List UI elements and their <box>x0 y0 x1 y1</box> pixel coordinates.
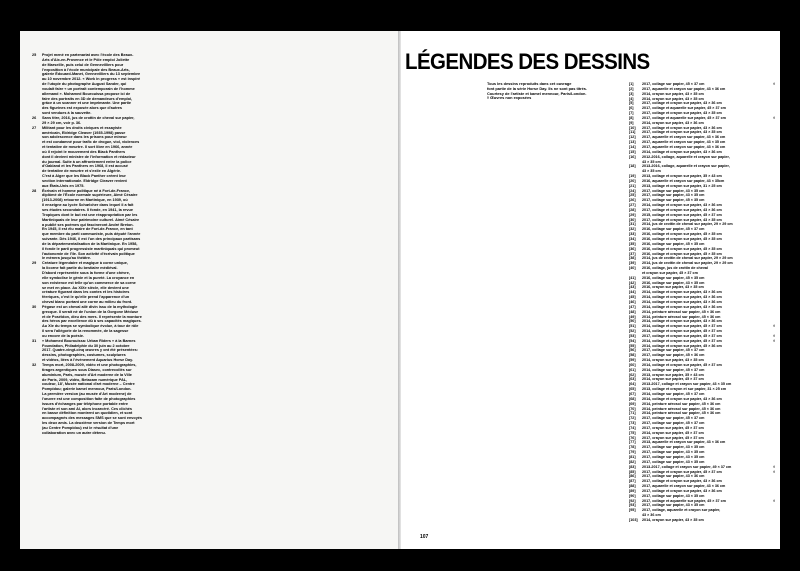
caption-number: [18] <box>629 164 636 169</box>
caption-number: [54] <box>629 338 636 343</box>
caption-number: [63] <box>629 377 636 382</box>
endnote <box>32 53 252 116</box>
caption-text: 2014, collage et crayon sur papier, 45 × 37 cm <box>642 324 722 329</box>
caption-number: [77] <box>629 440 636 445</box>
caption-text: 2014, peinture aérosol sur papier, 45 × 36 cm <box>642 401 721 406</box>
caption-text: 2014, peinture aérosol sur papier, 45 × 36 cm <box>642 411 721 416</box>
caption-text: 2013, aquarelle et crayon sur papier, 43 × 36 cm <box>642 440 726 445</box>
caption-text: 2014, crayon sur papier, 43 × 36 cm <box>642 120 704 125</box>
caption-text: 2017, collage sur papier, 45 × 37 cm <box>642 421 705 426</box>
caption-text: 2017, collage, aquarelle et crayon sur papier, 43 × 36 cm <box>642 508 721 518</box>
endnote-number: 25 <box>32 53 37 57</box>
caption-number: [10] <box>629 125 636 130</box>
caption-number: [41] <box>629 275 636 280</box>
caption-text: 2013, collage et crayon et sur papier, 31 × 25 cm <box>642 387 727 392</box>
caption-text: 2017, aquarelle et crayon sur papier, 43 × 36 cm <box>642 135 726 140</box>
caption-number: [39] <box>629 261 636 266</box>
caption-text: 2016, collage sur papier, 45 × 35 cm <box>642 275 705 280</box>
caption-text: 2017, collage sur papier, 43 × 35 cm <box>642 450 705 455</box>
caption-text: 2013-2017, collage et crayon sur papier, 49 × 37 cm <box>642 464 732 469</box>
endnote-text: Temps mort, 2008-2009, vidéo et une photographies, tirages argentiques sous Diasec, contrecollés sur aluminium, Paris, musée d'Art moderne de la Ville de Paris, 2009, vidéo, Betacam numérique PAL, couleur, 18', Musée national d'art moderne – Centre Pompidou; galerie kamel mennour, Paris/London. La première version (au musée d'Art moderne) de l'œuvre est une composition faite de photographies issues d'échanges par téléphone portable entre l'artiste et son ami Al, alors incarcéré. Ces clichés en basse définition montrent un quotidien, et sont accompagnés des messages SMS que se sont envoyés les deux amis. La deuxième version de Temps mort (au Centre Pompidou) est le résultat d'une collaboration avec un autre détenu. <box>42 363 143 435</box>
caption-text: 2013, collage et crayon sur papier, 31 × 25 cm <box>642 183 722 188</box>
caption-text: 2014, crayon sur papier, 45 × 37 cm <box>642 430 704 435</box>
caption-text: 2014, collage et crayon sur papier, 43 × 36 cm <box>642 295 722 300</box>
caption-text: 2014, collage et crayon sur papier, 43 × 36 cm <box>642 319 722 324</box>
endnote <box>32 116 252 126</box>
caption-number: [71] <box>629 411 636 416</box>
caption-number: [72] <box>629 416 636 421</box>
caption-text: 2014, collage sur papier, 45 × 37 cm <box>642 367 705 372</box>
endnote-number: 30 <box>32 304 37 309</box>
caption-item <box>629 508 775 518</box>
caption-number: [60] <box>629 362 636 367</box>
endnote <box>32 261 252 305</box>
caption-number: [49] <box>629 314 636 319</box>
endnote <box>32 305 252 339</box>
caption-number: [61] <box>629 367 636 372</box>
caption-number: [103] <box>629 517 638 522</box>
caption-text: 2013, collage et crayon sur papier, 35 × 43 cm <box>642 174 722 179</box>
caption-number: [11] <box>629 130 636 135</box>
caption-text: 2015, collage et crayon sur papier, 45 × 37 cm <box>642 212 722 217</box>
caption-text: 2017, aquarelle et crayon sur papier, 43 × 36 cm <box>642 484 726 489</box>
caption-number: [48] <box>629 309 636 314</box>
caption-text: 2014, jus de crottin de cheval sur papier, 29 × 29 cm <box>642 222 733 227</box>
caption-text: 2014, collage sur papier, 45 × 37 cm <box>642 392 705 396</box>
caption-text: 2014, jus de crottin de cheval sur papier, 29 × 29 cm <box>642 261 733 266</box>
caption-text: 2014, crayon sur papier, 43 × 35 cm <box>642 96 704 101</box>
caption-text: 2017, aquarelle et crayon sur papier, 43 × 35 cm <box>642 140 726 145</box>
caption-text: 2017, collage et crayon sur papier, 43 × 35 cm <box>642 130 722 135</box>
caption-number: [87] <box>629 479 636 484</box>
endnote <box>32 126 252 189</box>
caption-number: [28] <box>629 207 636 212</box>
captions-intro: Tous les dessins reproduits dans cet ouvrage font partie de la série Horse Day. Ils ne sont pas titrés. Courtesy de l'artiste et kamel mennour, Paris/London. ◊ Œuvres non exposées <box>487 81 588 101</box>
caption-number: [33] <box>629 232 636 237</box>
caption-number: [36] <box>629 246 636 251</box>
caption-item <box>629 164 775 174</box>
caption-text: 2013-2016, collage, aquarelle et crayon sur papier, 43 × 35 cm <box>642 164 730 174</box>
caption-number: [65] <box>629 387 636 392</box>
caption-text: 2017, collage et crayon sur papier, 43 × 36 cm <box>642 479 722 484</box>
caption-text: 2012-2016, collage, aquarelle et crayon sur papier, 43 × 35 cm <box>642 154 730 164</box>
not-exhibited-mark: ◊ <box>773 469 775 474</box>
caption-text: 2017, collage et crayon sur papier, 43 × 36 cm <box>642 207 722 212</box>
caption-text: 2016, collage sur papier, 43 × 35 cm <box>642 280 705 285</box>
caption-text: 2017, crayon sur papier, 45 × 37 cm <box>642 435 704 440</box>
caption-text: 2017, collage sur papier, 43 × 35 cm <box>642 193 705 198</box>
caption-text: 2016, collage et crayon sur papier, 45 × 35 cm <box>642 232 722 237</box>
caption-text: 2017, crayon sur papier, 45 × 37 cm <box>642 425 704 430</box>
caption-number: [58] <box>629 353 636 358</box>
caption-text: 2017, collage sur papier, 45 × 37 cm <box>642 348 705 353</box>
caption-number: [79] <box>629 450 636 455</box>
caption-number: [8] <box>629 115 634 120</box>
caption-text: 2014, collage et crayon sur papier, 43 × 36 cm <box>642 304 722 309</box>
endnote-text: Sans titre, 2016, jus de crottin de cheval sur papier, 29 × 29 cm, voir p. 36. <box>42 115 135 125</box>
caption-text: 2017, collage sur papier, 43 × 36 cm <box>642 474 705 479</box>
caption-text: 2017, collage sur papier, 43 × 35 cm <box>642 493 705 498</box>
caption-number: [32] <box>629 227 636 232</box>
caption-text: 2014, collage et crayon sur papier, 43 × 36 cm <box>642 290 722 295</box>
caption-number: [74] <box>629 425 636 430</box>
caption-text: 2014, collage et crayon sur papier, 43 × 36 cm <box>642 299 722 304</box>
caption-text: 2014, collage et crayon sur papier, 45 × 37 cm <box>642 329 722 334</box>
caption-text: 2016, crayon sur papier, 43 × 35 cm <box>642 285 704 290</box>
caption-text: 2017, collage sur papier, 45 × 37 cm <box>642 416 705 421</box>
caption-text: 2017, collage sur papier, 45 × 37 cm <box>642 82 705 86</box>
caption-text: 2017, collage et aquarelle sur papier, 45 × 37 cm <box>642 115 726 120</box>
caption-number: [93] <box>629 503 636 508</box>
caption-number: [45] <box>629 295 636 300</box>
caption-number: [25] <box>629 193 636 198</box>
endnote-number: 31 <box>32 338 37 343</box>
caption-number: [26] <box>629 198 636 203</box>
caption-text: 2017, collage sur papier, 43 × 35 cm <box>642 454 705 459</box>
caption-number: [90] <box>629 493 636 498</box>
caption-text: 2017, aquarelle et crayon sur papier, 43 × 36 cm <box>642 144 726 149</box>
caption-number: [34] <box>629 237 636 241</box>
endnote-text: Projet mené en partenariat avec l'école des Beaux- Arts d'Aix-en-Provence et le Pôle emploi Joliette de Marseille, puis celui de Gennevilliers pour l'exposition à l'école municipale des Beaux-Arts, galerie Édouard-Manet, Gennevilliers du 13 septembre au 10 novembre 2012. « Work in progress » est inspiré de l'utopie du photographe August Sander, qui voulait faire « un portrait contemporain de l'homme allemand ». Mohamed Bourouissa propose ici de faire des portraits en 3D de demandeurs d'emploi, grâce à un scanner et une imprimante. Une partie des figurines est exposée alors que d'autres sont vendues à la sauvette. <box>42 53 141 116</box>
caption-text: 2014, peinture aérosol sur papier, 45 × 36 cm <box>642 314 721 319</box>
endnote-text: Écrivain et homme politique né à Fort-de-France, diplômé de l'École normale supérieure, Aimé Césaire (1913-2008) retourne en Martinique, en 1939, où il enseigne au lycée Schœlcher dans lequel il a fait ses études secondaires. Il fonde, en 1941, la revue Tropiques dont le but est une réappropriation par les Martiniquais de leur patrimoine culturel. Aimé Césaire a publié ses poèmes qui fascineront André Breton. En 1945, il est élu maire de Fort-de-France, en tant que membre du parti communiste, puis député l'année suivante. Dès 1946, il est l'un des principaux partisans de la départementalisation de la Martinique. En 1958, il fonde le parti progressiste martiniquais qui promeut l'autonomie de l'île. Son activité d'écrivain politique le mènera jusqu'au théâtre. <box>42 188 141 261</box>
caption-number: [21] <box>629 183 636 188</box>
caption-number: [40] <box>629 266 636 271</box>
caption-text: 2017, collage sur papier, 43 × 35 cm <box>642 445 705 450</box>
caption-number: [38] <box>629 256 636 261</box>
caption-number: [47] <box>629 304 636 309</box>
endnote-number: 26 <box>32 115 37 120</box>
caption-number: [68] <box>629 396 636 401</box>
endnote-number: 29 <box>32 261 37 266</box>
caption-number: [9] <box>629 120 634 125</box>
caption-number: [27] <box>629 203 636 208</box>
caption-number: [62] <box>629 372 636 377</box>
caption-text: 2017, collage sur papier, 43 × 35 cm <box>642 503 705 508</box>
caption-text: 2014, collage et crayon sur papier, 43 × 36 cm <box>642 203 722 208</box>
caption-text: 2016, collage et crayon sur papier, 45 × 35 cm <box>642 237 722 241</box>
caption-text: 2014, collage et crayon sur papier, 43 × 36 cm <box>642 149 722 154</box>
caption-number: [42] <box>629 280 636 285</box>
caption-number: [29] <box>629 212 636 217</box>
caption-text: 2017, collage sur papier, 45 × 35 cm <box>642 198 705 203</box>
caption-number: [76] <box>629 435 636 440</box>
endnote-text: Pégase est un cheval ailé divin issu de la mythologie grecque. Il serait né de l'union de la Gorgone Méduse et de Poséidon, dieu des mers. Il représente la monture des héros par excellence dû à ses capacités magiques. Au XIe du temps se symbolique évolue, à tour de rôle il sera l'allégorie de la renommée, de la sagesse ou encore de la poésie. <box>42 304 142 338</box>
not-exhibited-mark <box>769 518 775 523</box>
caption-number: [67] <box>629 392 636 396</box>
caption-number: [82] <box>629 459 636 464</box>
caption-item <box>629 518 775 523</box>
caption-number: [88] <box>629 484 636 489</box>
caption-number: [83] <box>629 464 636 469</box>
caption-number: [2] <box>629 86 634 91</box>
caption-number: [55] <box>629 343 636 348</box>
page-number-right: 107 <box>420 534 429 540</box>
caption-text: 2017, aquarelle et crayon sur papier, 43 × 36 cm <box>642 86 726 91</box>
caption-number: [52] <box>629 329 636 334</box>
caption-text: 2014, crayon sur papier, 43 × 35 cm <box>642 358 704 363</box>
caption-text: 2017, collage et crayon sur papier, 43 × 36 cm <box>642 125 722 130</box>
caption-number: [30] <box>629 217 636 222</box>
not-exhibited-mark: ◊ <box>773 82 775 86</box>
endnote-number: 27 <box>32 125 37 130</box>
caption-list <box>629 82 775 523</box>
caption-number: [92] <box>629 498 636 503</box>
caption-text: 2017, collage et crayon sur papier, 45 × 37 cm <box>642 333 722 338</box>
caption-number: [37] <box>629 251 636 256</box>
caption-text: 2014, jus de crottin de cheval sur papier, 29 × 29 cm <box>642 256 733 261</box>
endnote-number: 28 <box>32 188 37 193</box>
caption-number: [78] <box>629 445 636 450</box>
caption-text: 2017, collage et crayon sur papier, 43 × 35 cm <box>642 217 722 222</box>
caption-number: [1] <box>629 82 634 86</box>
caption-number: [24] <box>629 188 636 193</box>
caption-number: [51] <box>629 324 636 329</box>
caption-text: 2016, collage sur papier, 45 × 37 cm <box>642 227 705 232</box>
caption-text: 2016, aquarelle et crayon sur papier, 43 × 35cm <box>642 178 725 183</box>
not-exhibited-mark: ◊ <box>773 333 775 338</box>
caption-number: [3] <box>629 91 634 96</box>
caption-text: 2017, collage et aquarelle sur papier, 45 × 37 cm <box>642 106 726 111</box>
left-page <box>20 31 398 549</box>
caption-number: [6] <box>629 106 634 111</box>
caption-number: [31] <box>629 222 636 227</box>
caption-number: [50] <box>629 319 636 324</box>
not-exhibited-mark: ◊ <box>773 324 775 329</box>
caption-number: [43] <box>629 285 636 290</box>
caption-text: 2017, collage sur papier, 45 × 36 cm <box>642 353 705 358</box>
caption-text: 2017, collage et crayon sur papier, 43 × 36 cm <box>642 488 722 493</box>
caption-text: 2014, crayon sur papier, 43 × 35 cm <box>642 91 704 96</box>
caption-text: 2013, crayon sur papier, 35 × 43 cm <box>642 372 704 377</box>
caption-number: [12] <box>629 135 636 140</box>
caption-number: [69] <box>629 401 636 406</box>
caption-text: 2014, peinture aérosol sur papier, 45 × 36 cm <box>642 309 721 314</box>
not-exhibited-mark <box>769 508 775 518</box>
caption-number: [7] <box>629 111 634 116</box>
caption-text: 2016, collage et crayon sur papier, 45 × 35 cm <box>642 251 722 256</box>
caption-number: [75] <box>629 430 636 435</box>
caption-number: [59] <box>629 358 636 363</box>
caption-text: 2017, collage et crayon sur papier, 43 × 35 cm <box>642 111 722 116</box>
caption-number: [73] <box>629 421 636 426</box>
caption-number: [4] <box>629 96 634 101</box>
caption-item <box>629 266 775 276</box>
caption-number: [15] <box>629 149 636 154</box>
not-exhibited-mark: ◊ <box>773 115 775 120</box>
caption-number: [20] <box>629 178 636 183</box>
endnote-text: Militant pour les droits civiques et essayiste américain, Eldridge Cleaver (1935-1998) passe son adolescence dans les prisons pour mineur et est condamné pour trafic de drogue, viol, violences et tentative de meurtre. Il sort libre en 1966, année où il rejoint le mouvement des Black Panthers dont il devient ministre de l'information et rédacteur du journal. Suite à un affrontement entre la police d'Oakland et les Panthers en 1968, il est accusé de tentative de meurtre et s'exile en Algérie. C'est à Alger que les Black Panther créent leur section internationale. Eldridge Cleaver revient aux États-Unis en 1975. <box>42 125 140 188</box>
caption-number: [86] <box>629 474 636 479</box>
caption-number: [89] <box>629 488 636 493</box>
caption-text: 2017, collage sur papier, 43 × 35 cm <box>642 188 705 193</box>
caption-text: 2014, peinture aérosol sur papier, 45 × 36 cm <box>642 406 721 411</box>
caption-number: [44] <box>629 290 636 295</box>
caption-text: 2017, collage et crayon sur papier, 45 × 37 cm <box>642 469 722 474</box>
caption-text: 2016, collage sur papier, 45 × 35 cm <box>642 241 705 246</box>
caption-text: 2016, collage et crayon sur papier, 45 × 35 cm <box>642 246 722 251</box>
caption-text: 2014, crayon sur papier, 45 × 37 cm <box>642 377 704 382</box>
caption-number: [5] <box>629 101 634 106</box>
caption-text: 2014, crayon sur papier, 43 × 35 cm <box>642 517 704 522</box>
caption-number: [53] <box>629 333 636 338</box>
caption-number: [64] <box>629 382 636 387</box>
caption-number: [56] <box>629 348 636 353</box>
caption-text: 2017, collage et crayon sur papier, 43 × 36 cm <box>642 101 722 106</box>
caption-number: [19] <box>629 174 636 179</box>
caption-text: 2014, collage et crayon sur papier, 45 × 36 cm <box>642 343 722 348</box>
caption-text: 2017, collage sur papier, 43 × 35 cm <box>642 459 705 464</box>
right-page <box>401 31 780 549</box>
caption-text: 2014, collage et crayon sur papier, 43 × 36 cm <box>642 396 722 401</box>
endnote-number: 32 <box>32 363 37 367</box>
caption-number: [14] <box>629 144 636 149</box>
endnote <box>32 339 252 363</box>
caption-text: 2016, collage, jus de crottin de cheval et crayon sur papier, 45 × 37 cm <box>642 266 708 275</box>
endnote <box>32 189 252 262</box>
caption-text: 2014, collage et crayon sur papier, 45 × 37 cm <box>642 338 722 343</box>
caption-item <box>629 155 775 165</box>
caption-number: [46] <box>629 299 636 304</box>
endnotes <box>32 53 252 436</box>
endnote <box>32 363 252 436</box>
caption-text: 2013-2017, collage et crayon sur papier, 43 × 35 cm <box>642 382 732 387</box>
caption-number: [81] <box>629 454 636 459</box>
caption-number: [70] <box>629 406 636 411</box>
not-exhibited-mark <box>769 164 775 174</box>
endnote-text: « Mohamed Bourouissa: Urban Riders » à la Barnes Foundation, Philadelphie du 30 juin au 2 octobre 2017. Quatre-vingt-cinq œuvres y ont été présentées: dessins, photographies, costumes, sculptures et vidéos, liées à l'événement Aquarius Horse Day. <box>42 338 139 363</box>
caption-number: [13] <box>629 140 636 145</box>
endnote-text: Créature légendaire et magique à corne unique, la licorne fait partie du bestiaire médiéval. D'abord représentée sous la forme d'une chèvre, elle symbolise le génie et la pureté. La croyance en son existence est telle qu'un commerce de sa corne se met en place. Au XIXe siècle, elle devient une créature figurant dans les contes et les histoires féeriques, c'est le qu'elle prend l'apparence d'un cheval blanc portant une corne au milieu du front. <box>42 261 136 305</box>
caption-number: [95] <box>629 508 636 513</box>
not-exhibited-mark <box>769 266 775 276</box>
caption-number: [85] <box>629 469 636 474</box>
caption-text: 2017, collage et aquarelle sur papier, 45 × 37 cm <box>642 498 726 503</box>
not-exhibited-mark: ◊ <box>773 338 775 343</box>
caption-number: [16] <box>629 154 636 159</box>
page-title: LÉGENDES DES DESSINS <box>405 49 650 74</box>
not-exhibited-mark: ◊ <box>773 464 775 469</box>
caption-number: [35] <box>629 241 636 246</box>
not-exhibited-mark: ◊ <box>773 498 775 503</box>
not-exhibited-mark <box>769 155 775 165</box>
caption-text: 2014, collage et crayon sur papier, 45 × 37 cm <box>642 362 722 367</box>
